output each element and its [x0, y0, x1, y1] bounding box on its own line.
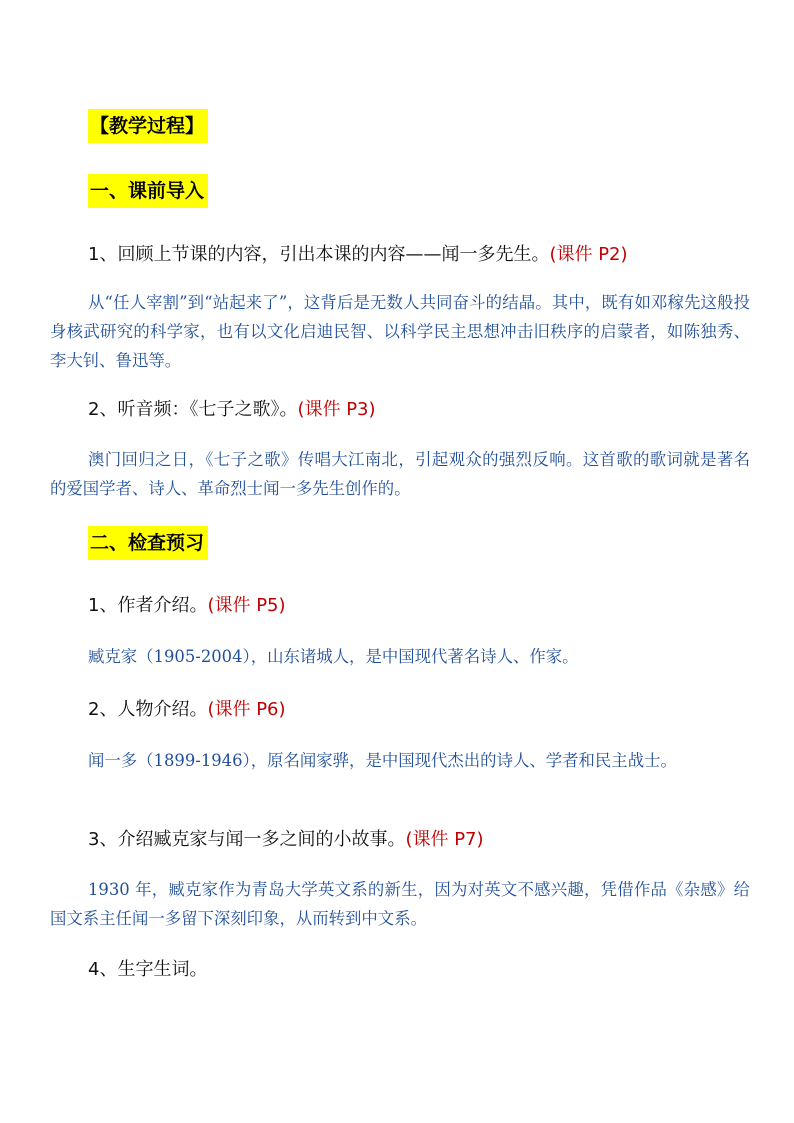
section-heading-preview-check: 二、检查预习	[88, 526, 208, 560]
list-item-review	[88, 243, 628, 267]
list-item-person-intro	[88, 698, 286, 722]
paragraph-song: 澳门回归之日，《七子之歌》传唱大江南北，引起观众的强烈反响。这首歌的歌词就是著名的爱国学者、诗人、革命烈士闻一多先生创作的。	[50, 450, 750, 498]
paragraph-story: 1930 年，臧克家作为青岛大学英文系的新生，因为对英文不感兴趣，凭借作品《杂感》给国文系主任闻一多留下深刻印象，从而转到中文系。	[50, 880, 750, 928]
list-item-vocabulary	[88, 958, 207, 982]
courseware-reference: (课件 P2)	[549, 244, 628, 265]
courseware-reference: (课件 P7)	[405, 829, 484, 850]
paragraph-person: 闻一多（1899-1946），原名闻家骅，是中国现代杰出的诗人、学者和民主战士。	[88, 751, 677, 770]
item-text: 3、介绍臧克家与闻一多之间的小故事。	[88, 829, 406, 850]
item-text: 2、听音频：《七子之歌》。	[88, 399, 298, 420]
paragraph-background: 从“任人宰割”到“站起来了”，这背后是无数人共同奋斗的结晶。其中，既有如邓稼先这般投身核武研究的科学家，也有以文化启迪民智、以科学民主思想冲击旧秩序的启蒙者，如陈独秀、李大钊、鲁迅等。	[50, 293, 750, 370]
section-heading-introduction: 一、课前导入	[88, 174, 208, 208]
item-text: 1、作者介绍。	[88, 595, 208, 616]
item-text: 1、回顾上节课的内容，引出本课的内容——闻一多先生。	[88, 244, 550, 265]
list-item-author-intro	[88, 594, 286, 618]
courseware-reference: (课件 P6)	[207, 699, 286, 720]
list-item-listen-audio	[88, 398, 376, 422]
teaching-process-heading: 【教学过程】	[88, 109, 208, 143]
courseware-reference: (课件 P3)	[297, 399, 376, 420]
list-item-story	[88, 828, 484, 852]
item-text: 2、人物介绍。	[88, 699, 208, 720]
courseware-reference: (课件 P5)	[207, 595, 286, 616]
paragraph-author: 臧克家（1905-2004），山东诸城人，是中国现代著名诗人、作家。	[88, 647, 579, 666]
item-text: 4、生字生词。	[88, 959, 208, 980]
